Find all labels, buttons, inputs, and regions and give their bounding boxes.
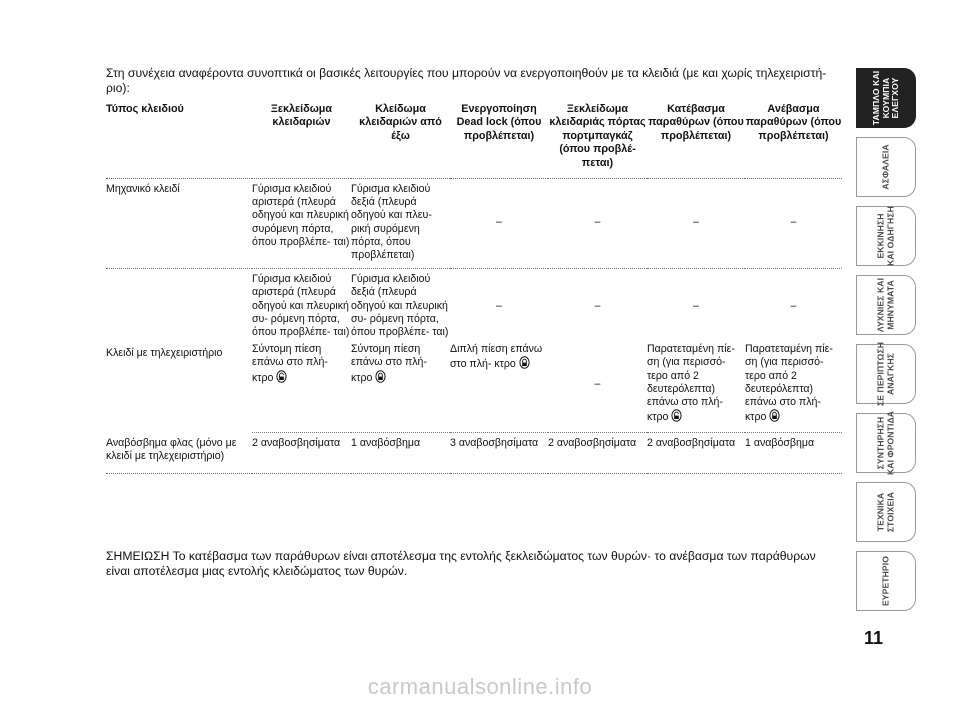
tab-label: ΣΕ ΠΕΡΙΠΤΩΣΗ ΑΝΑΓΚΗΣ [875, 341, 895, 407]
unlock-cell: 2 αναβοσβησίματα [252, 433, 351, 474]
header-deadlock: Ενεργοποίηση Dead lock (όπου προβλέπεται) [450, 103, 548, 179]
key-type-cell: Αναβόσβημα φλας (μόνο με κλειδί με τηλεχειριστήριο) [106, 433, 252, 474]
tab-dashboard-controls[interactable] [856, 68, 916, 128]
lock-text: Σύντομη πίεση επάνω στο πλή- κτρο [351, 343, 427, 384]
tab-label: ΛΥΧΝΙΕΣ ΚΑΙ ΜΗΝΥΜΑΤΑ [875, 277, 895, 333]
trunk-cell: – [548, 339, 647, 433]
table-row [106, 179, 842, 269]
windows-up-cell: – [745, 179, 842, 269]
deadlock-text: Διπλή πίεση επάνω στο πλή- κτρο [450, 343, 543, 371]
lock-cell [351, 339, 450, 433]
key-functions-table [106, 103, 842, 474]
unlock-cell: Γύρισμα κλειδιού αριστερά (πλευρά οδηγού και πλευρική συρόμενη πόρτα, όπου προβλέπε- ται) [252, 179, 351, 269]
unlock-button-icon [276, 370, 287, 387]
lock-cell: Γύρισμα κλειδιού δεξιά (πλευρά οδηγού και πλευ- ρική συρόμενη πόρτα, όπου προβλέπεται) [351, 179, 450, 269]
key-type-cell: Κλειδί με τηλεχειριστήριο [106, 346, 223, 359]
tab-label: ΣΥΝΤΗΡΗΣΗ ΚΑΙ ΦΡΟΝΤΙΔΑ [875, 410, 895, 476]
windows-down-text: Παρατεταμένη πίε- ση (για περισσό- τερο από 2 δευτερόλεπτα) επάνω στο πλή- κτρο [647, 343, 735, 424]
chapter-tabs [856, 68, 918, 620]
lock-button-icon [375, 370, 386, 387]
watermark: carmanualsonline.info [367, 674, 593, 699]
trunk-cell: 2 αναβοσβησίματα [548, 433, 647, 474]
note-text: ΣΗΜΕΙΩΣΗ Το κατέβασμα των παράθυρων είναι αποτέλεσμα της εντολής ξεκλειδώματος των θυρών· το ανέβασμα των παράθυρων είναι αποτέλεσμα μιας εντολής κλειδώματος των θυρών. [106, 549, 816, 578]
trunk-cell: – [594, 299, 601, 312]
windows-down-cell: – [693, 299, 699, 312]
lock-cell: 1 αναβόσβημα [351, 433, 450, 474]
windows-up-cell: 1 αναβόσβημα [745, 433, 842, 474]
tab-label: ΤΑΜΠΛΟ ΚΑΙ ΚΟΥΜΠΙΑ ΕΛΕΓΧΟΥ [870, 70, 900, 126]
unlock-cell [252, 339, 351, 433]
trunk-cell: – [548, 179, 647, 269]
header-key-type: Τύπος κλειδιού [106, 103, 252, 179]
windows-down-cell: 2 αναβοσβησίματα [647, 433, 745, 474]
tab-label: ΕΚΚΙΝΗΣΗ ΚΑΙ ΟΔΗΓΗΣΗ [875, 206, 895, 266]
header-trunk: Ξεκλείδωμα κλειδαριάς πόρτας πορτμπαγκάζ (όπου προβλέ- πεται) [548, 103, 647, 179]
deadlock-cell: – [450, 179, 548, 269]
lock-button-icon [769, 409, 780, 426]
tab-maintenance[interactable] [856, 410, 916, 476]
tab-label: ΕΥΡΕΤΗΡΙΟ [880, 555, 891, 607]
windows-up-text: Παρατεταμένη πίε- ση (για περισσό- τερο από 2 δευτερόλεπτα) επάνω στο πλή- κτρο [745, 343, 833, 424]
tab-starting-driving[interactable] [856, 206, 916, 266]
header-lock: Κλείδωμα κλειδαριών από έξω [351, 103, 450, 179]
tab-emergency[interactable] [856, 341, 916, 407]
lock-cell: Γύρισμα κλειδιού δεξιά (πλευρά οδηγού και πλευρική συ- ρόμενη πόρτα, όπου προβλέπε- ται) [351, 273, 449, 339]
table-row [106, 433, 842, 474]
page-number: 11 [864, 628, 884, 648]
table-header-row [106, 103, 842, 179]
intro-text: Στη συνέχεια αναφέροντα συνοπτικά οι βασικές λειτουργίες που μπορούν να ενεργοποιηθούν με τα κλειδιά (με και χωρίς τηλεχειριστή- ριο): [106, 66, 827, 95]
unlock-button-icon [671, 409, 682, 426]
unlock-text: Σύντομη πίεση επάνω στο πλή- κτρο [252, 343, 328, 384]
header-windows-down: Κατέβασμα παραθύρων (όπου προβλέπεται) [647, 103, 745, 179]
tab-index[interactable] [856, 551, 916, 611]
header-unlock: Ξεκλείδωμα κλειδαριών [252, 103, 351, 179]
table-row [106, 269, 842, 340]
tab-warning-lights[interactable] [856, 275, 916, 335]
deadlock-cell: 3 αναβοσβησίματα [450, 433, 548, 474]
windows-up-cell [745, 339, 842, 433]
windows-down-cell [647, 339, 745, 433]
unlock-cell: Γύρισμα κλειδιού αριστερά (πλευρά οδηγού και πλευρική συ- ρόμενη πόρτα, όπου προβλέπε- ται) [252, 273, 350, 339]
key-type-cell: Μηχανικό κλειδί [106, 179, 252, 269]
tab-label: ΤΕΧΝΙΚΑ ΣΤΟΙΧΕΙΑ [875, 491, 895, 533]
deadlock-cell [450, 339, 548, 433]
tab-label: ΑΣΦΑΛΕΙΑ [880, 144, 891, 190]
tab-safety[interactable] [856, 137, 916, 197]
lock-button-icon [519, 356, 530, 373]
windows-down-cell: – [647, 179, 745, 269]
header-windows-up: Ανέβασμα παραθύρων (όπου προβλέπεται) [745, 103, 842, 179]
windows-up-cell: – [790, 299, 797, 312]
deadlock-cell: – [496, 299, 502, 312]
tab-technical-data[interactable] [856, 482, 916, 542]
